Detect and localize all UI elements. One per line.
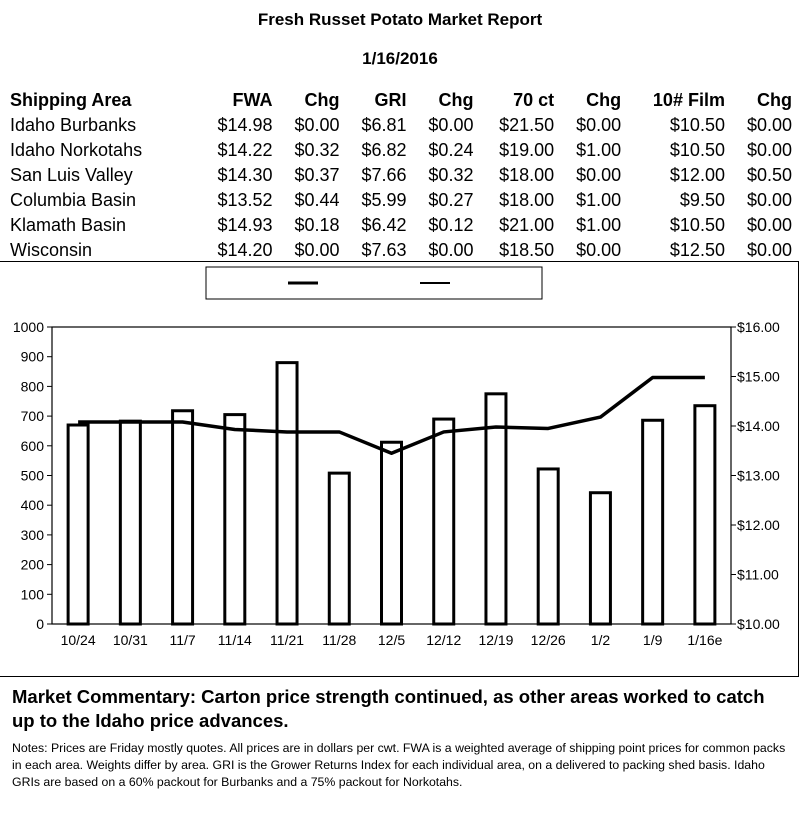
price-table-header-row <box>8 88 794 113</box>
column-header-70ct-chg: Chg <box>586 90 622 110</box>
x-axis-label: 10/24 <box>60 632 96 648</box>
cell-fwa-chg: $0.32 <box>294 140 340 160</box>
cell-gri-chg: $0.32 <box>428 165 474 185</box>
right-axis-label: $16.00 <box>737 319 780 335</box>
cell-70ct: $18.00 <box>499 165 555 185</box>
bar <box>538 469 558 624</box>
table-row <box>8 163 794 188</box>
cell-shipping-area: Columbia Basin <box>10 190 137 210</box>
column-header-shipping-area: Shipping Area <box>10 90 132 110</box>
table-row <box>8 138 794 163</box>
report-notes: Notes: Prices are Friday mostly quotes. All prices are in dollars per cwt. FWA is a weighted average of shipping point prices for common packs in each area. Weights differ by area. GRI is the Grower Returns Index for each individual area, on a delivered to packing shed basis. Idaho GRIs are based on a 60% packout for Burbanks and a 75% packout for Norkotahs. <box>12 741 786 789</box>
bar <box>120 421 140 624</box>
cell-shipping-area: Klamath Basin <box>10 215 127 235</box>
bar <box>590 493 610 624</box>
x-axis-label: 12/5 <box>377 632 406 648</box>
bar <box>68 425 88 624</box>
left-axis-label: 1000 <box>12 319 44 335</box>
cell-gri: $6.42 <box>361 215 407 235</box>
cell-70ct: $18.50 <box>499 240 555 260</box>
report-title: Fresh Russet Potato Market Report <box>257 10 543 29</box>
left-axis-label: 800 <box>20 378 44 395</box>
column-header-10lb-film: 10# Film <box>652 90 725 110</box>
column-header-70ct: 70 ct <box>513 90 555 110</box>
table-row <box>8 113 794 138</box>
cell-fwa-chg: $0.00 <box>294 115 340 135</box>
cell-shipping-area: San Luis Valley <box>10 165 133 185</box>
bar <box>695 406 715 624</box>
cell-10lb-film: $10.50 <box>669 215 725 235</box>
cell-gri: $7.63 <box>361 240 407 260</box>
right-axis-label: $15.00 <box>737 368 780 385</box>
cell-fwa: $14.30 <box>217 165 273 185</box>
legend-box <box>206 267 542 299</box>
cell-10lb-film: $12.50 <box>669 240 725 260</box>
cell-10lb-film-chg: $0.00 <box>746 240 792 260</box>
cell-70ct: $19.00 <box>499 140 555 160</box>
bar <box>277 363 297 624</box>
column-header-gri-chg: Chg <box>438 90 474 110</box>
cell-fwa: $14.93 <box>217 215 273 235</box>
cell-fwa-chg: $0.37 <box>294 165 340 185</box>
column-header-fwa: FWA <box>232 90 273 110</box>
bar <box>643 420 663 624</box>
cell-gri: $7.66 <box>361 165 407 185</box>
left-axis-label: 200 <box>20 556 44 573</box>
left-axis-label: 400 <box>20 497 44 514</box>
cell-70ct-chg: $0.00 <box>576 240 622 260</box>
x-axis-label: 10/31 <box>112 632 148 648</box>
cell-10lb-film-chg: $0.00 <box>746 140 792 160</box>
left-axis-label: 300 <box>20 526 44 543</box>
bar <box>329 473 349 624</box>
x-axis-label: 1/2 <box>590 632 611 648</box>
right-axis-label: $10.00 <box>737 616 780 632</box>
cell-10lb-film: $9.50 <box>679 190 725 210</box>
cell-70ct-chg: $1.00 <box>576 190 622 210</box>
cell-fwa: $14.20 <box>217 240 273 260</box>
cell-gri-chg: $0.00 <box>428 240 474 260</box>
cell-gri-chg: $0.24 <box>428 140 474 160</box>
cell-10lb-film: $10.50 <box>669 140 725 160</box>
bar <box>434 419 454 624</box>
cell-gri-chg: $0.12 <box>428 215 474 235</box>
cell-fwa: $13.52 <box>217 190 273 210</box>
column-header-fwa-chg: Chg <box>304 90 340 110</box>
cell-10lb-film-chg: $0.00 <box>746 190 792 210</box>
cell-10lb-film-chg: $0.00 <box>746 115 792 135</box>
cell-fwa-chg: $0.18 <box>294 215 340 235</box>
table-row <box>8 188 794 213</box>
x-axis-label: 12/19 <box>478 632 514 648</box>
bar <box>382 442 402 624</box>
left-axis-label: 500 <box>20 467 44 484</box>
x-axis-label: 12/26 <box>530 632 566 648</box>
cell-gri: $6.81 <box>361 115 407 135</box>
left-axis-label: 900 <box>20 348 44 365</box>
bar <box>225 415 245 624</box>
x-axis-label: 12/12 <box>426 632 462 648</box>
column-header-gri: GRI <box>374 90 407 110</box>
left-axis-label: 700 <box>20 408 44 425</box>
left-axis-label: 600 <box>20 437 44 454</box>
left-axis-label: 0 <box>36 616 44 632</box>
table-row <box>8 238 794 263</box>
report-date: 1/16/2016 <box>362 49 438 68</box>
x-axis-label: 11/28 <box>322 632 357 648</box>
price-table <box>8 88 794 263</box>
cell-70ct: $21.50 <box>499 115 555 135</box>
cell-fwa: $14.98 <box>217 115 273 135</box>
column-header-10lb-film-chg: Chg <box>757 90 792 110</box>
cell-10lb-film-chg: $0.00 <box>746 215 792 235</box>
cell-70ct: $18.00 <box>499 190 555 210</box>
cell-shipping-area: Idaho Norkotahs <box>10 140 143 160</box>
x-axis-label: 11/14 <box>217 632 252 648</box>
table-row <box>8 213 794 238</box>
right-axis-label: $14.00 <box>737 418 780 434</box>
right-axis-label: $12.00 <box>737 517 780 533</box>
right-axis-label: $11.00 <box>737 566 779 583</box>
market-commentary: Market Commentary: Carton price strength continued, as other areas worked to catch up to the Idaho price advances. <box>12 686 765 731</box>
cell-shipping-area: Wisconsin <box>10 240 93 260</box>
cell-gri: $5.99 <box>361 190 407 210</box>
right-axis-label: $13.00 <box>737 467 780 484</box>
cell-fwa-chg: $0.44 <box>294 190 340 210</box>
cell-gri: $6.82 <box>361 140 407 160</box>
cell-70ct-chg: $1.00 <box>576 140 622 160</box>
cell-shipping-area: Idaho Burbanks <box>10 115 137 135</box>
bar <box>173 411 193 624</box>
x-axis-label: 11/21 <box>270 632 305 648</box>
left-axis-label: 100 <box>20 586 44 603</box>
x-axis-label: 1/16e <box>687 632 723 648</box>
cell-70ct-chg: $1.00 <box>576 215 622 235</box>
x-axis-label: 11/7 <box>169 632 196 648</box>
cell-fwa-chg: $0.00 <box>294 240 340 260</box>
cell-fwa: $14.22 <box>217 140 273 160</box>
cell-10lb-film-chg: $0.50 <box>746 165 792 185</box>
cell-70ct: $21.00 <box>499 215 555 235</box>
x-axis-label: 1/9 <box>642 632 663 648</box>
cell-70ct-chg: $0.00 <box>576 165 622 185</box>
cell-10lb-film: $10.50 <box>669 115 725 135</box>
market-chart <box>0 261 800 677</box>
cell-10lb-film: $12.00 <box>669 165 725 185</box>
cell-70ct-chg: $0.00 <box>576 115 622 135</box>
cell-gri-chg: $0.27 <box>428 190 474 210</box>
cell-gri-chg: $0.00 <box>428 115 474 135</box>
